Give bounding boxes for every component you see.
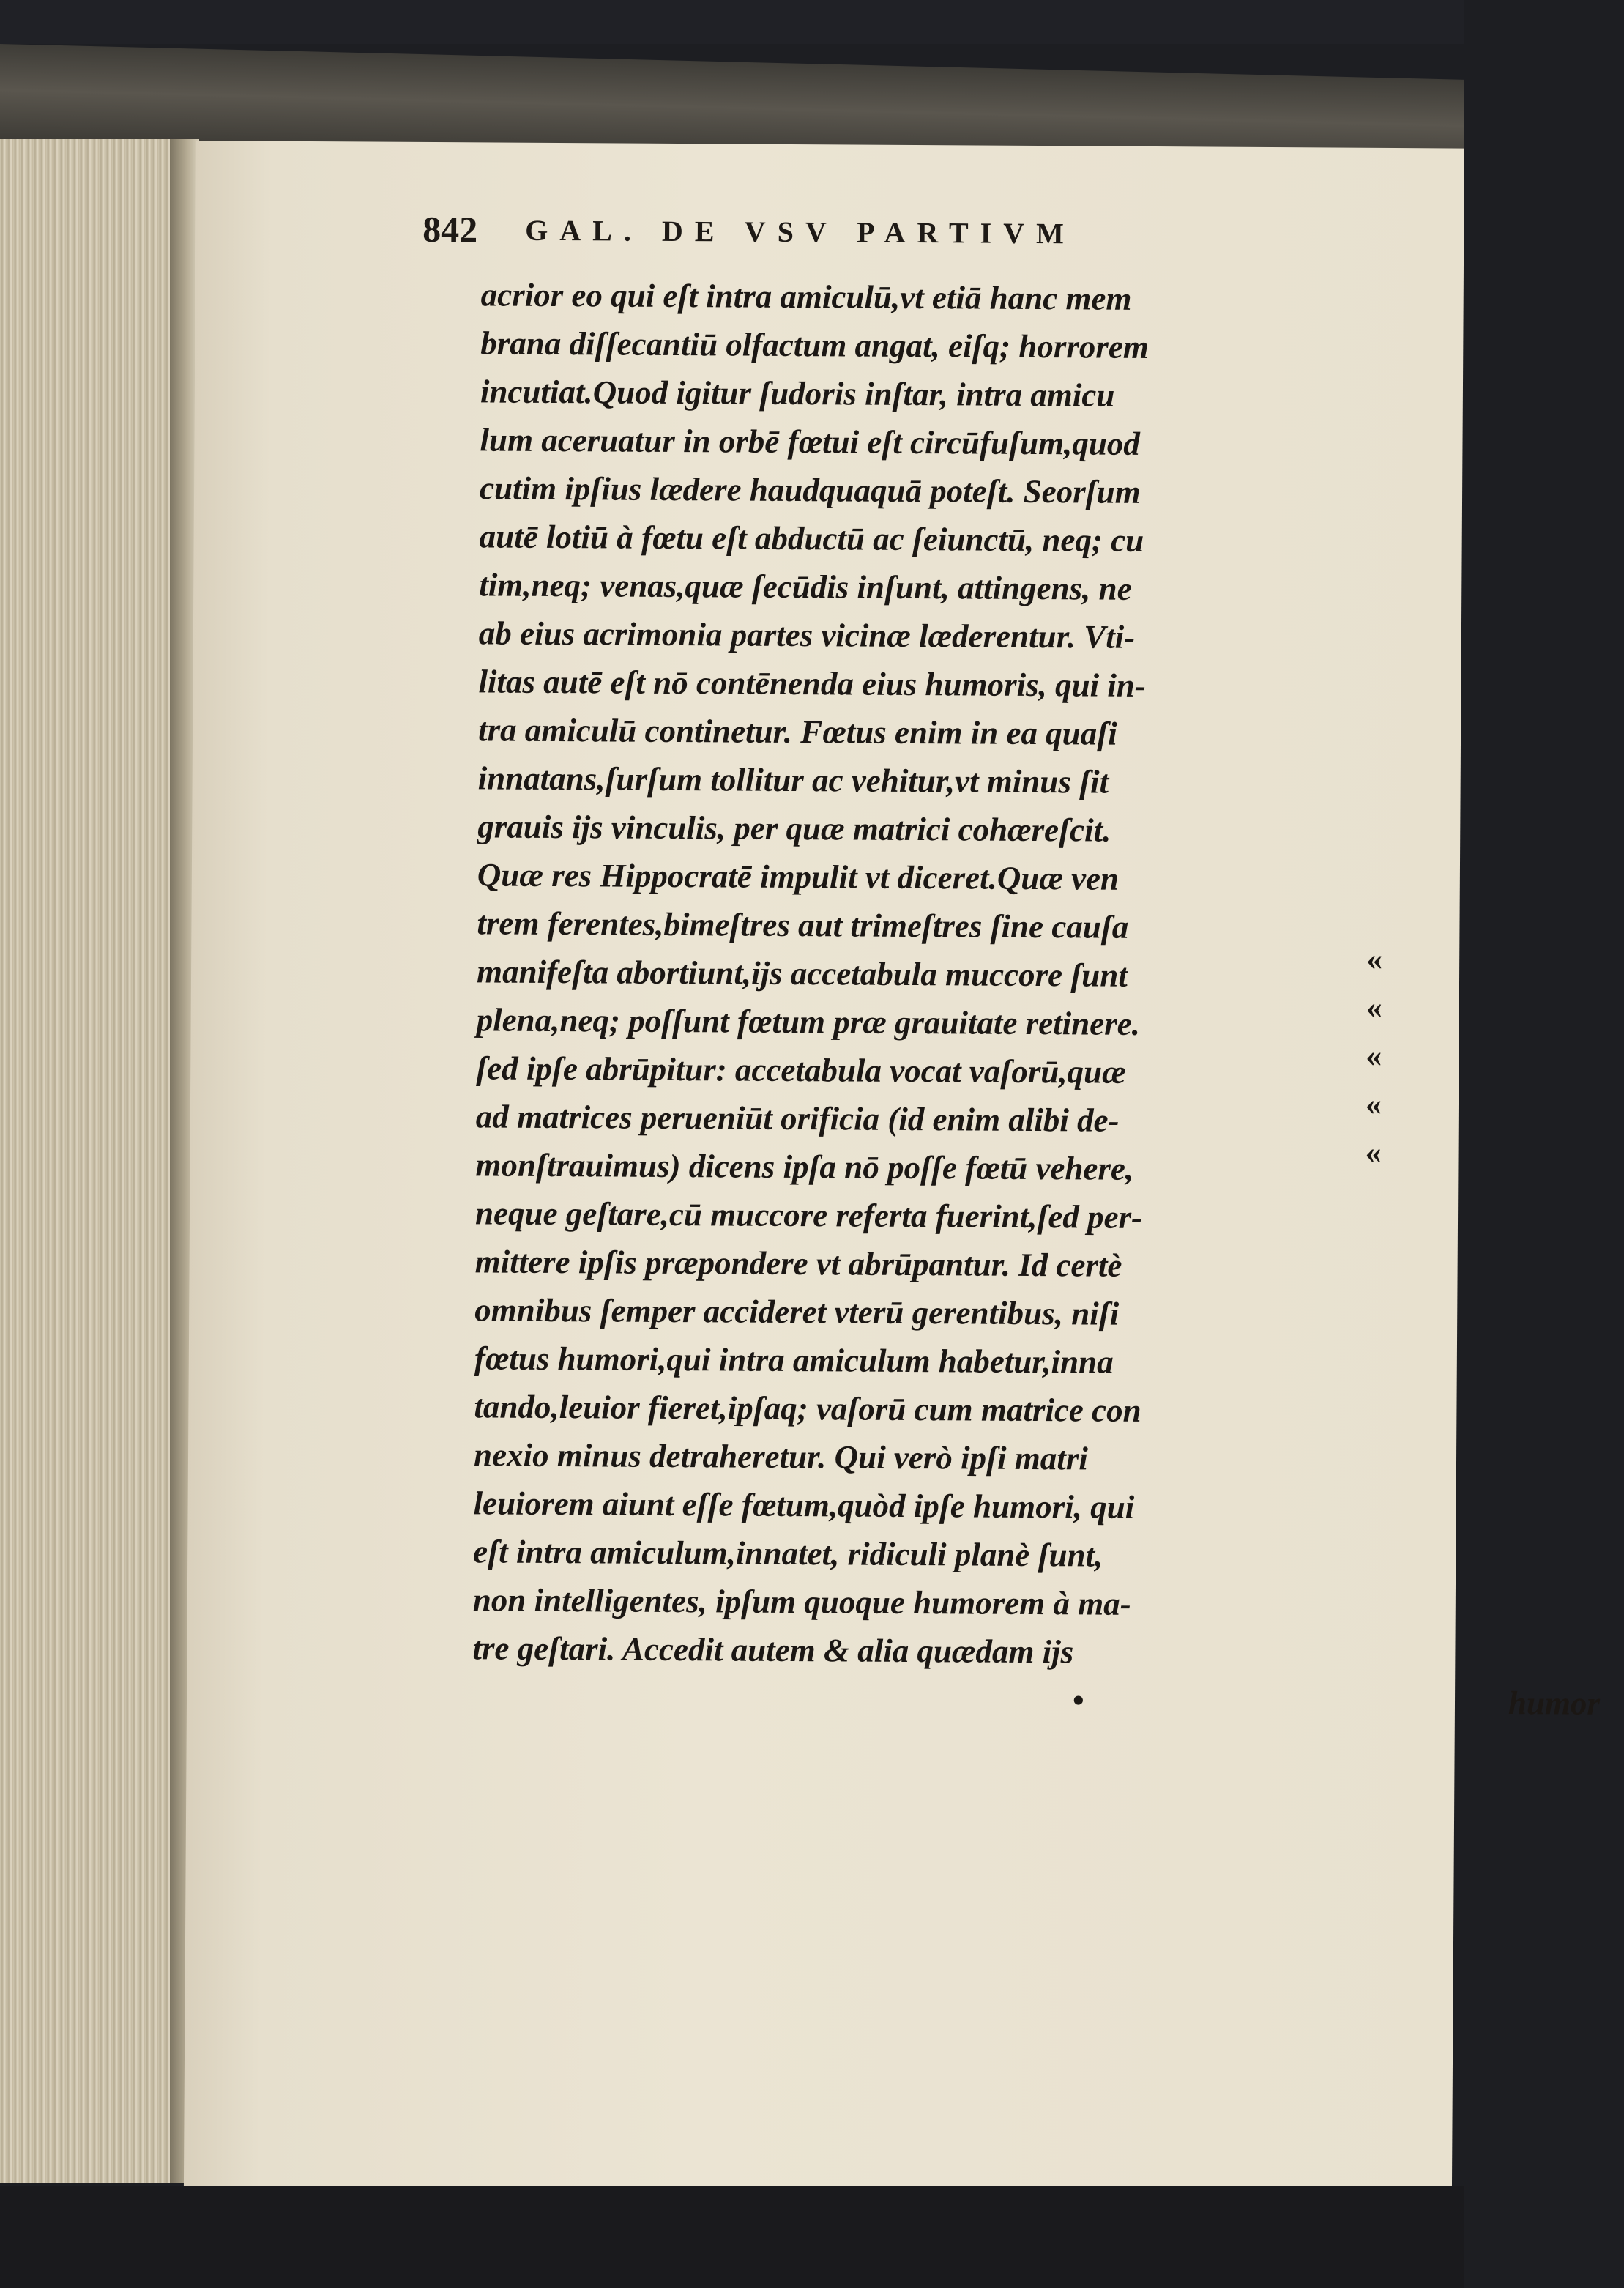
quote-mark: «	[1366, 940, 1383, 977]
text-line: lum aceruatur in orbē fœtui eſt circūfuſum,quod	[480, 421, 1140, 462]
text-line: ab eius acrimonia partes vicinæ læderentur. Vti-	[478, 614, 1136, 655]
page-header	[422, 208, 1448, 266]
page-number: 842	[422, 208, 478, 250]
dark-background-top	[0, 0, 1464, 44]
quote-mark: «	[1365, 1134, 1382, 1170]
text-line: tim,neq; venas,quæ ſecūdis inſunt, attingens, ne	[479, 566, 1132, 607]
catchword: humor	[1508, 1684, 1601, 1722]
text-line: fœtus humori,qui intra amiculum habetur,inna	[474, 1340, 1114, 1381]
quote-mark: «	[1366, 989, 1382, 1025]
text-line: ad matrices perueniūt orificia (id enim alibi de-	[475, 1098, 1120, 1139]
running-head: GAL. DE VSV PARTIVM	[525, 213, 1076, 250]
text-line: brana diſſecantiū olfactum angat, eiſq; horrorem	[480, 324, 1149, 365]
text-line: nexio minus detraheretur. Qui verò ipſi matri	[473, 1436, 1089, 1477]
dark-background-bottom	[0, 2186, 1464, 2288]
text-line: neque geſtare,cū muccore referta fuerint,ſed per-	[474, 1195, 1143, 1236]
book-page	[184, 141, 1601, 2196]
text-line: plena,neq; poſſunt fœtum præ grauitate retinere.	[476, 1001, 1141, 1042]
quote-mark: «	[1365, 1085, 1382, 1122]
text-line: Quæ res Hippocratē impulit vt diceret.Quæ ven	[477, 856, 1120, 897]
text-line: innatans,ſurſum tollitur ac vehitur,vt minus ſit	[477, 759, 1109, 801]
body-text	[472, 270, 1623, 1722]
text-line: incutiat.Quod igitur ſudoris inſtar, intra amicu	[480, 373, 1115, 414]
signature-mark: •	[1072, 1682, 1084, 1719]
text-line: ſed ipſe abrūpitur: accetabula vocat vaſorū,quæ	[476, 1050, 1126, 1091]
text-line: tando,leuior fieret,ipſaq; vaſorū cum matrice con	[474, 1388, 1141, 1429]
text-line: non intelligentes, ipſum quoque humorem à ma-	[472, 1581, 1131, 1622]
text-line: trem ferentes,bimeſtres aut trimeſtres ſine cauſa	[477, 905, 1129, 946]
page-edges-stack	[0, 139, 193, 2183]
text-line: omnibus ſemper accideret vterū gerentibus, niſi	[474, 1291, 1120, 1332]
text-line: eſt intra amiculum,innatet, ridiculi planè ſunt,	[473, 1533, 1103, 1574]
quote-mark: «	[1366, 1037, 1382, 1074]
text-line: manifeſta abortiunt,ijs accetabula muccore ſunt	[476, 953, 1128, 994]
text-line: mittere ipſis præpondere vt abrūpantur. Id certè	[474, 1243, 1122, 1284]
text-line: grauis ijs vinculis, per quæ matrici cohæreſcit.	[477, 808, 1111, 849]
text-line: autē lotiū à fœtu eſt abductū ac ſeiunctū, neq; cu	[479, 518, 1144, 559]
text-line: tra amiculū continetur. Fœtus enim in ea quaſi	[477, 711, 1117, 752]
text-line: monſtrauimus) dicens ipſa nō poſſe fœtū vehere,	[475, 1146, 1134, 1187]
text-line: litas autē eſt nō contēnenda eius humoris, qui in-	[478, 663, 1147, 704]
text-line: tre geſtari. Accedit autem & alia quædam ijs	[472, 1630, 1074, 1671]
text-line: cutim ipſius lædere haudquaquā poteſt. Seorſum	[479, 469, 1141, 510]
text-line: acrior eo qui eſt intra amiculū,vt etiā hanc mem	[480, 276, 1132, 317]
text-line: leuiorem aiunt eſſe fœtum,quòd ipſe humori, qui	[473, 1485, 1135, 1526]
